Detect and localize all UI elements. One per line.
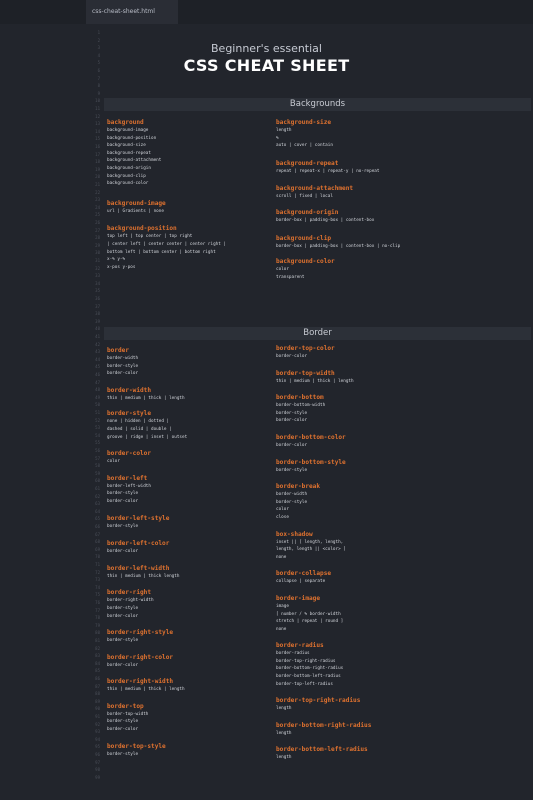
line-number: 53	[95, 425, 100, 431]
line-number: 73	[95, 577, 100, 583]
property-name: background	[107, 119, 144, 126]
line-number: 11	[95, 106, 100, 111]
line-number: 52	[95, 417, 100, 423]
line-number: 2	[97, 37, 100, 43]
line-number: 76	[95, 600, 100, 605]
line-number: 19	[95, 166, 100, 172]
property-value: length	[276, 755, 292, 761]
line-number: 83	[95, 653, 100, 659]
property-value: transparent	[276, 274, 305, 280]
line-number: 68	[95, 539, 100, 545]
property-value: bottom left | bottom center | bottom right	[107, 249, 216, 255]
property-block	[107, 475, 287, 506]
property-block	[107, 540, 287, 556]
line-number: 95	[95, 744, 100, 750]
property-name: background-repeat	[276, 159, 339, 167]
property-name: border-radius	[276, 642, 324, 650]
property-name: border-top-color	[276, 345, 335, 352]
property-block	[107, 200, 287, 216]
property-block	[107, 410, 287, 441]
property-block	[107, 654, 287, 670]
property-block	[107, 225, 287, 271]
property-name: background-position	[107, 225, 177, 233]
line-number: 20	[95, 174, 100, 180]
line-number: 17	[95, 151, 100, 157]
property-name: border-bottom-color	[276, 433, 346, 441]
line-number: 98	[95, 767, 100, 773]
property-block	[276, 722, 456, 738]
property-value: none	[276, 554, 287, 560]
property-value: image	[276, 603, 289, 609]
line-number: 86	[95, 676, 100, 681]
property-name: border-top-width	[276, 369, 335, 377]
property-value: background-size	[107, 143, 146, 149]
line-number: 66	[95, 524, 100, 529]
property-value: border-color	[276, 418, 308, 424]
property-value: border-width	[107, 356, 139, 361]
line-number: 62	[95, 493, 100, 499]
line-number: 42	[95, 341, 100, 347]
line-number: 80	[95, 630, 100, 636]
property-value: border-top-left-radius	[276, 681, 333, 687]
line-number: 49	[95, 394, 100, 400]
page-title: CSS CHEAT SHEET	[183, 56, 350, 75]
line-number: 38	[95, 311, 100, 317]
property-block	[276, 160, 456, 176]
property-block	[107, 119, 287, 188]
property-value: dashed | solid | double |	[107, 426, 172, 432]
property-block	[107, 703, 287, 734]
line-number: 23	[95, 197, 100, 203]
property-value: length	[276, 706, 292, 712]
line-number: 87	[95, 683, 100, 689]
line-number: 24	[95, 204, 100, 210]
property-value: none | hidden | dotted |	[107, 419, 170, 425]
line-number: 61	[95, 486, 100, 491]
property-block	[107, 347, 287, 378]
property-value: border-color	[107, 498, 139, 504]
property-value: background-image	[107, 128, 149, 133]
property-name: border-bottom-right-radius	[276, 721, 372, 729]
line-number: 63	[95, 501, 100, 507]
line-number: 54	[95, 432, 100, 438]
line-number: 75	[95, 592, 100, 598]
line-number: 25	[95, 212, 100, 218]
backgrounds-left-column	[107, 119, 287, 271]
property-value: x-pos y-pos	[107, 264, 136, 270]
line-number: 56	[95, 448, 100, 453]
line-number: 74	[95, 584, 100, 590]
property-value: %	[276, 135, 279, 141]
line-number: 85	[95, 668, 100, 674]
property-value: background-clip	[107, 173, 146, 179]
property-value: length	[276, 128, 292, 133]
property-value: border-style	[107, 719, 139, 725]
property-block	[276, 570, 456, 586]
line-number: 3	[97, 45, 100, 51]
property-value: thin | medium | thick | length	[107, 395, 185, 401]
property-value: border-style	[276, 410, 308, 416]
line-number: 92	[95, 721, 100, 727]
line-number: 43	[95, 349, 100, 355]
property-name: border-left-style	[107, 514, 170, 522]
property-value: length, length || <color> ]	[276, 547, 346, 553]
property-value: border-style	[107, 638, 139, 644]
tab-bar	[0, 0, 533, 24]
property-name: border-bottom-style	[276, 458, 346, 466]
property-value: border-style	[107, 751, 139, 757]
property-block	[107, 387, 287, 403]
line-number: 27	[95, 227, 100, 233]
property-value: auto | cover | contain	[276, 143, 333, 149]
property-block	[276, 370, 456, 386]
property-name: border-bottom	[276, 394, 324, 402]
line-number: 35	[95, 288, 100, 294]
line-number: 13	[95, 121, 100, 127]
line-number: 59	[95, 470, 100, 476]
line-number: 7	[97, 75, 100, 81]
line-number: 91	[95, 714, 100, 719]
line-number: 4	[97, 52, 100, 58]
property-value: border-style	[107, 363, 139, 369]
property-name: background-clip	[276, 234, 332, 242]
section-header-backgrounds: Backgrounds	[104, 98, 531, 111]
property-name: border	[107, 347, 130, 354]
property-name: background-image	[107, 199, 166, 207]
line-number: 12	[95, 113, 100, 119]
line-number: 34	[95, 280, 100, 286]
line-number: 36	[95, 296, 100, 301]
property-value: url | Gradients | none	[107, 208, 164, 214]
property-name: border-left-width	[107, 564, 170, 572]
property-value: groove | ridge | inset | outset	[107, 434, 188, 440]
border-right-column	[276, 345, 456, 762]
line-number: 14	[95, 128, 100, 134]
property-block	[107, 629, 287, 645]
property-name: box-shadow	[276, 530, 313, 538]
line-number: 41	[95, 334, 100, 339]
property-value: border-left-width	[107, 483, 151, 489]
property-value: close	[276, 514, 289, 520]
line-number: 8	[97, 83, 100, 89]
line-number: 71	[95, 562, 100, 567]
property-value: border-color	[276, 354, 308, 359]
property-value: scroll | fixed | local	[276, 194, 333, 200]
line-number: 37	[95, 303, 100, 309]
property-value: border-width	[276, 492, 308, 498]
line-number: 16	[95, 144, 100, 149]
line-number: 69	[95, 546, 100, 552]
property-block	[276, 595, 456, 633]
property-block	[276, 697, 456, 713]
property-name: border-right-color	[107, 653, 174, 661]
property-value: x-% y-%	[107, 257, 126, 263]
line-number: 50	[95, 402, 100, 408]
property-value: length	[276, 730, 292, 736]
property-value: none	[276, 626, 287, 632]
line-number: 9	[97, 90, 100, 96]
property-block	[276, 394, 456, 425]
property-value: border-style	[107, 523, 139, 529]
property-block	[276, 746, 456, 762]
property-block	[276, 258, 456, 281]
property-value: background-position	[107, 135, 157, 141]
line-number: 1	[97, 30, 100, 35]
line-number: 94	[95, 736, 100, 742]
property-value: repeat | repeat-x | repeat-y | no-repeat	[276, 168, 380, 174]
line-number: 15	[95, 136, 100, 142]
property-value: inset || [ length, length,	[276, 539, 344, 545]
line-number: 67	[95, 531, 100, 537]
property-value: color	[276, 507, 289, 513]
line-number-gutter	[86, 24, 102, 800]
line-number: 78	[95, 615, 100, 621]
property-name: border-right	[107, 589, 152, 597]
property-block	[107, 565, 287, 581]
property-value: | center left | center center | center right |	[107, 241, 226, 247]
property-name: border-bottom-left-radius	[276, 746, 368, 754]
line-number: 46	[95, 372, 100, 377]
property-block	[107, 678, 287, 694]
property-value: border-right-width	[107, 598, 154, 604]
property-block	[276, 119, 456, 150]
property-block	[276, 185, 456, 201]
line-number: 96	[95, 752, 100, 757]
line-number: 22	[95, 189, 100, 195]
property-value: thin | medium | thick length	[107, 573, 180, 579]
property-value: border-color	[107, 549, 139, 555]
property-value: stretch | repeat | round ]	[276, 619, 344, 625]
property-name: background-size	[276, 119, 332, 126]
property-value: thin | medium | thick | length	[276, 378, 354, 384]
property-block	[276, 209, 456, 225]
property-name: border-color	[107, 450, 152, 458]
line-number: 89	[95, 698, 100, 704]
property-name: border-width	[107, 386, 152, 394]
line-number: 88	[95, 691, 100, 697]
property-name: border-top-style	[107, 742, 166, 750]
line-number: 33	[95, 273, 100, 279]
property-value: border-bottom-width	[276, 403, 326, 409]
property-block	[276, 434, 456, 450]
line-number: 40	[95, 326, 100, 332]
property-value: thin | medium | thick | length	[107, 687, 185, 693]
line-number: 82	[95, 645, 100, 651]
section-header-border: Border	[104, 327, 531, 340]
line-number: 29	[95, 242, 100, 248]
property-block	[107, 515, 287, 531]
property-name: border-left	[107, 474, 148, 482]
property-value: border-bottom-right-radius	[276, 666, 344, 672]
property-value: border-color	[107, 662, 139, 668]
property-block	[276, 531, 456, 562]
line-number: 31	[95, 258, 100, 263]
line-number: 21	[95, 182, 100, 187]
line-number: 32	[95, 265, 100, 271]
property-name: border-right-style	[107, 629, 174, 637]
property-value: collapse | separate	[276, 579, 326, 585]
property-block	[276, 345, 456, 361]
property-name: background-color	[276, 258, 335, 266]
property-name: border-collapse	[276, 570, 332, 578]
property-value: color	[107, 459, 120, 465]
property-block	[276, 459, 456, 475]
line-number: 28	[95, 235, 100, 241]
property-value: border-color	[276, 442, 308, 448]
property-value: border-style	[276, 467, 308, 473]
property-value: background-color	[107, 181, 149, 187]
line-number: 97	[95, 759, 100, 765]
file-tab[interactable]: css-cheat-sheet.html	[86, 0, 178, 24]
property-value: border-radius	[276, 651, 310, 657]
property-value: border-box | padding-box | content-box	[276, 217, 375, 223]
property-value: border-style	[276, 499, 308, 505]
line-number: 65	[95, 516, 100, 522]
line-number: 26	[95, 220, 100, 225]
property-value: background-repeat	[107, 150, 151, 156]
property-value: border-box | padding-box | content-box | no-clip	[276, 243, 401, 249]
line-number: 30	[95, 250, 100, 256]
property-value: border-top-right-radius	[276, 658, 336, 664]
backgrounds-right-column	[276, 119, 456, 281]
property-block	[276, 642, 456, 688]
line-number: 90	[95, 706, 100, 712]
property-name: border-top	[107, 702, 144, 710]
property-value: border-color	[107, 727, 139, 733]
line-number: 81	[95, 638, 100, 643]
line-number: 51	[95, 410, 100, 415]
property-value: top left | top center | top right	[107, 234, 193, 240]
property-value: border-style	[107, 605, 139, 611]
line-number: 45	[95, 364, 100, 370]
property-name: border-right-width	[107, 678, 174, 686]
line-number: 10	[95, 98, 100, 104]
property-name: border-top-right-radius	[276, 697, 361, 705]
line-number: 84	[95, 660, 100, 666]
property-name: border-left-color	[107, 540, 170, 548]
property-name: border-image	[276, 594, 321, 602]
property-name: background-origin	[276, 208, 339, 216]
property-name: background-attachment	[276, 185, 354, 193]
property-value: border-bottom-left-radius	[276, 674, 341, 680]
line-number: 72	[95, 569, 100, 575]
property-value: border-color	[107, 371, 139, 377]
line-number: 93	[95, 729, 100, 735]
line-number: 79	[95, 622, 100, 628]
property-value: background-origin	[107, 165, 151, 171]
border-left-column	[107, 347, 287, 758]
property-value: color	[276, 267, 289, 273]
line-number: 99	[95, 774, 100, 780]
property-block	[107, 450, 287, 466]
property-value: border-color	[107, 613, 139, 619]
property-block	[107, 743, 287, 759]
line-number: 77	[95, 607, 100, 613]
line-number: 55	[95, 440, 100, 446]
property-name: border-break	[276, 483, 321, 491]
line-number: 58	[95, 463, 100, 469]
line-number: 64	[95, 508, 100, 514]
line-number: 39	[95, 318, 100, 324]
property-value: background-attachment	[107, 158, 162, 164]
property-block	[276, 235, 456, 251]
line-number: 47	[95, 379, 100, 385]
property-value: border-style	[107, 491, 139, 497]
line-number: 44	[95, 356, 100, 362]
line-number: 6	[97, 68, 100, 73]
page-subtitle: Beginner's essential	[211, 42, 322, 55]
property-block	[276, 483, 456, 521]
line-number: 5	[97, 60, 100, 66]
line-number: 60	[95, 478, 100, 484]
property-value: border-top-width	[107, 711, 149, 717]
line-number: 57	[95, 455, 100, 461]
line-number: 48	[95, 387, 100, 393]
property-value: [ number / % border-width	[276, 611, 341, 617]
property-block	[107, 589, 287, 620]
line-number: 18	[95, 159, 100, 165]
line-number: 70	[95, 554, 100, 560]
property-name: border-style	[107, 410, 152, 418]
